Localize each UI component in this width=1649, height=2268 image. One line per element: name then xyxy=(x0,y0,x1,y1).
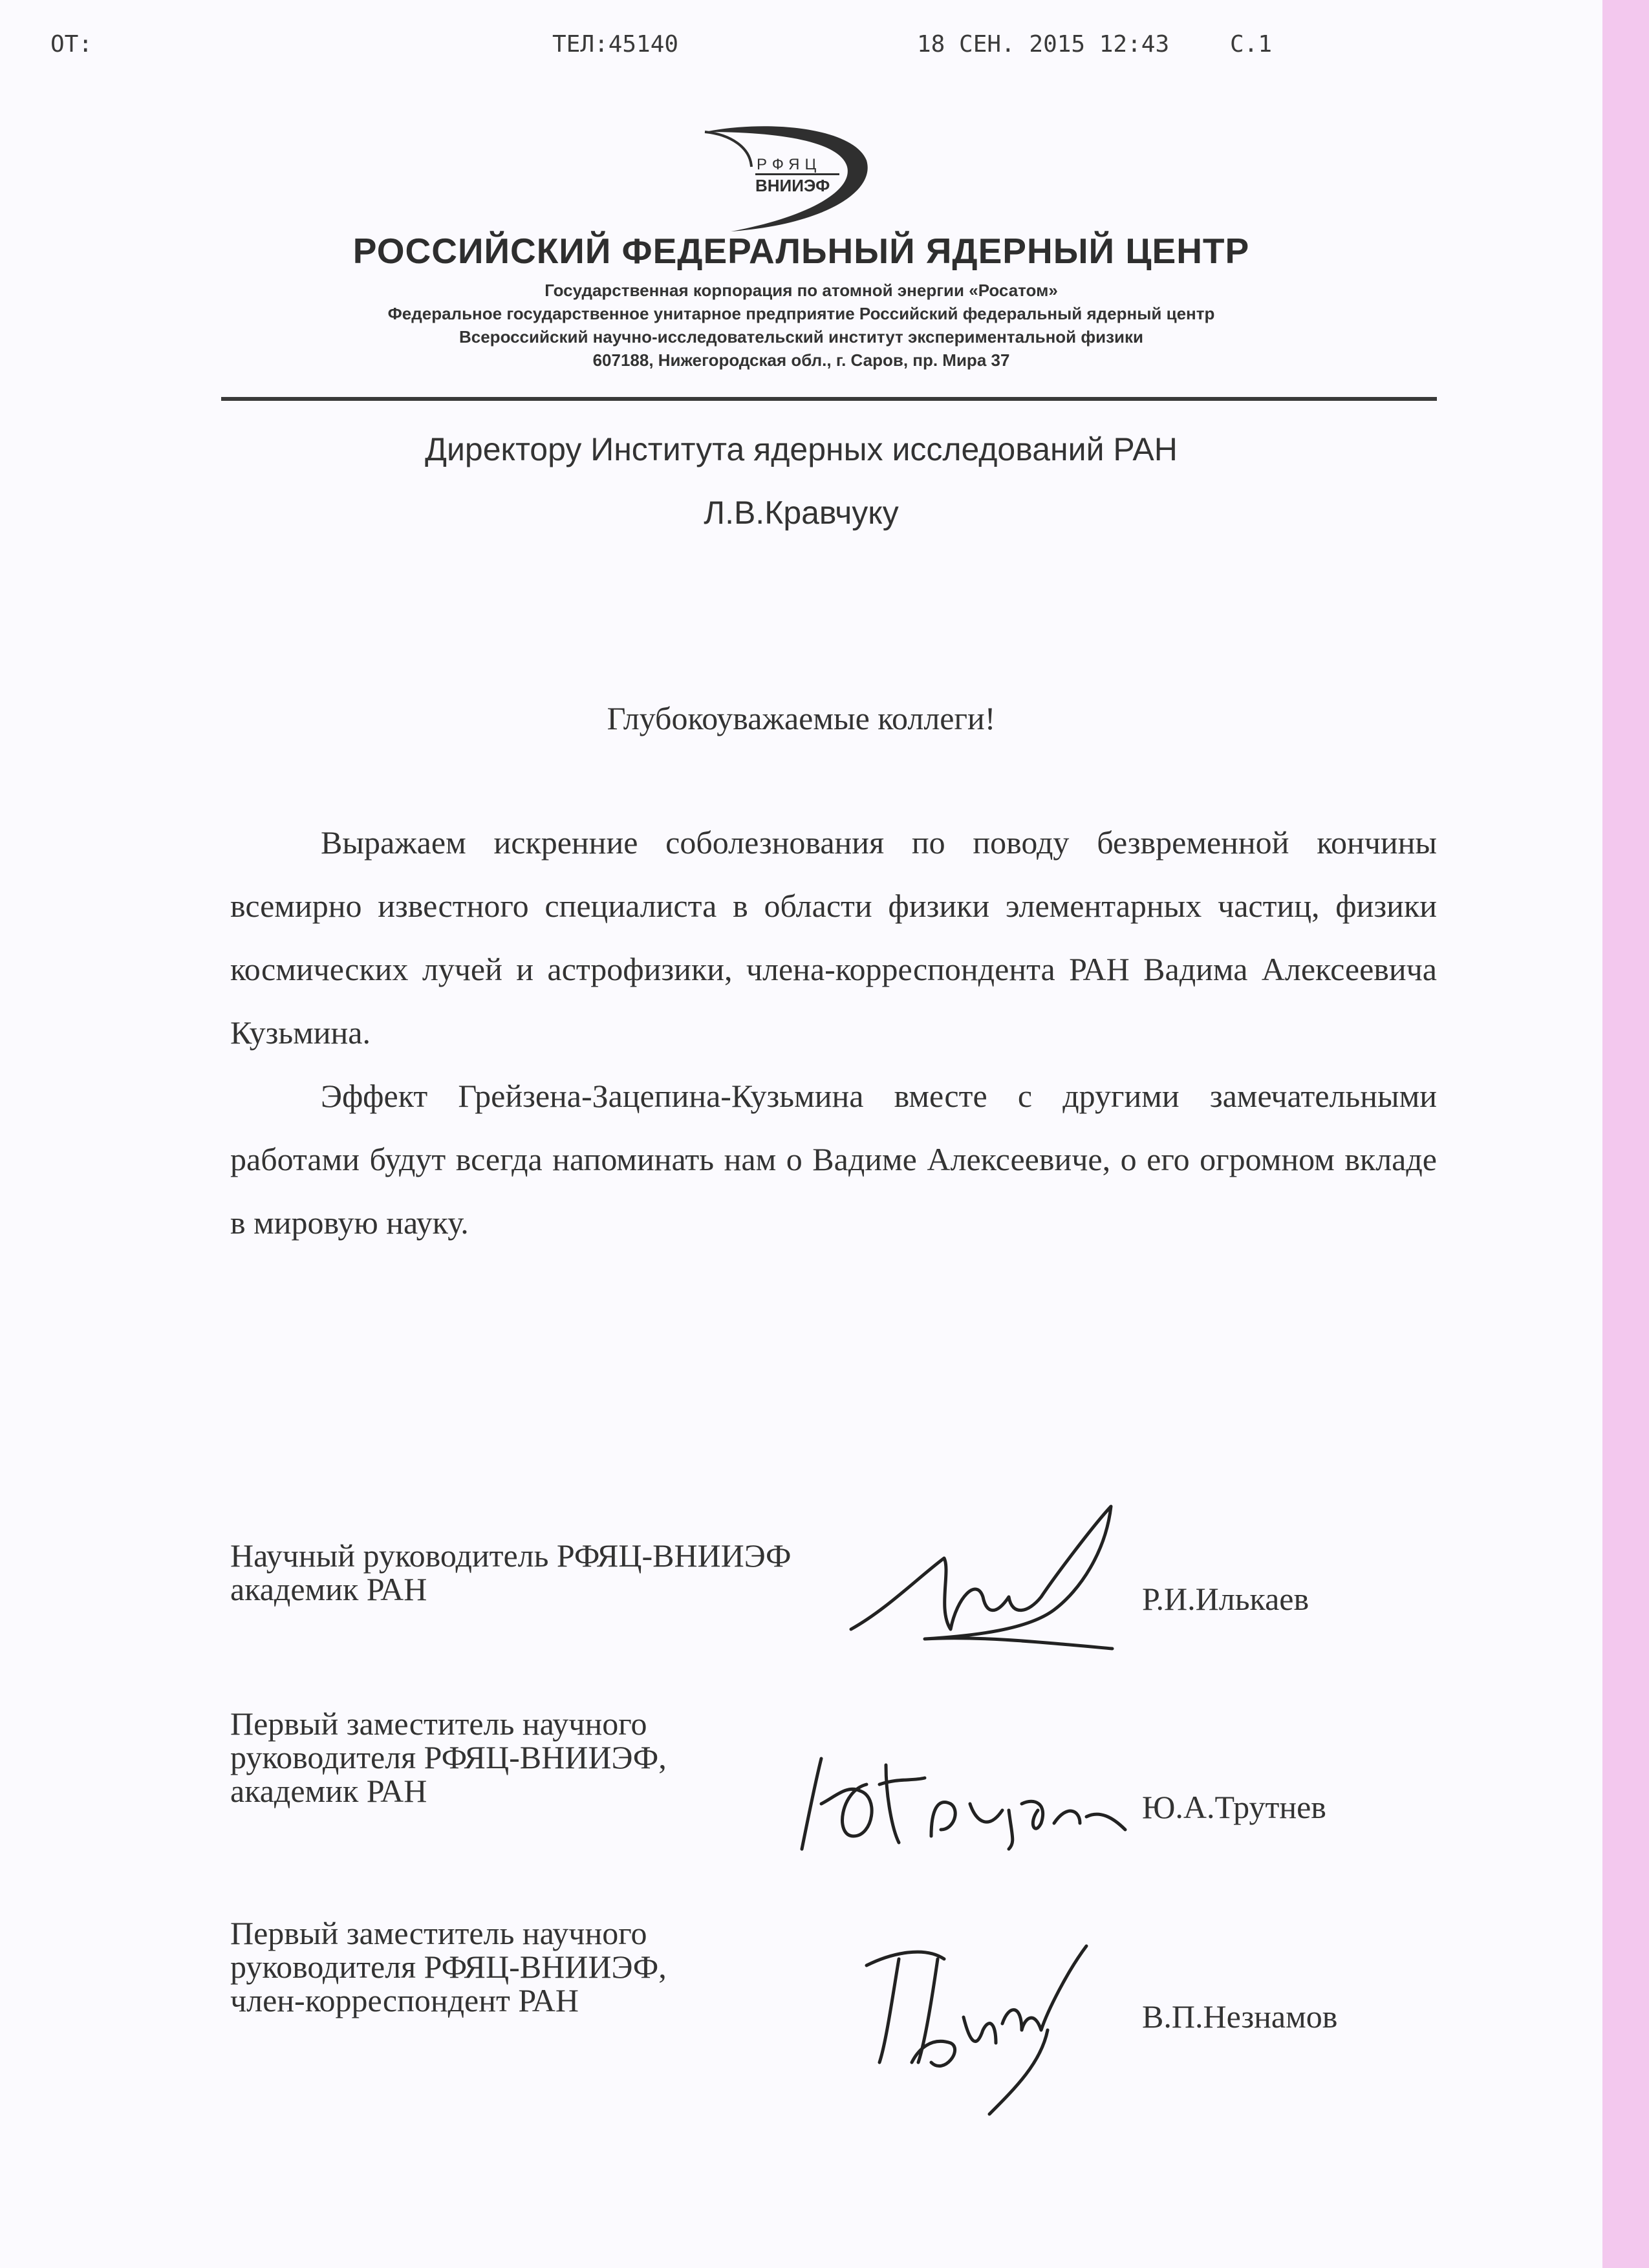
signatory-title xyxy=(230,1916,667,2017)
signatory-title xyxy=(230,1539,792,1606)
org-line-institute: Всероссийский научно-исследовательский институт экспериментальной физики xyxy=(458,327,1144,347)
organization-name: РОССИЙСКИЙ ФЕДЕРАЛЬНЫЙ ЯДЕРНЫЙ ЦЕНТР xyxy=(352,231,1250,271)
addressee-title: Директору Института ядерных исследований РАН xyxy=(425,431,1178,467)
salutation: Глубокоуважаемые коллеги! xyxy=(607,700,996,736)
body-paragraph: Выражаем искренние соболезнования по поводу безвременной кончины всемирно известного специалиста в области физики элементарных частиц, физики космических лучей и астрофизики, члена-корреспондента РАН Вадима Алексеевича Кузьмина. xyxy=(230,824,1437,1051)
org-line-corporation: Государственная корпорация по атомной энергии «Росатом» xyxy=(544,281,1058,300)
org-line-address: 607188, Нижегородская обл., г. Саров, пр. Мира 37 xyxy=(592,350,1010,370)
rfyac-vniief-logo xyxy=(692,122,879,231)
signatory-title-line: Первый заместитель научного xyxy=(230,1706,647,1742)
org-line-enterprise: Федеральное государственное унитарное предприятие Российский федеральный ядерный центр xyxy=(387,304,1215,323)
logo-text-top: РФЯЦ xyxy=(757,156,822,173)
signature-ilkaev xyxy=(847,1500,1119,1655)
signatory-name: В.П.Незнамов xyxy=(1142,1998,1338,2035)
fax-page-number: С.1 xyxy=(1230,31,1273,58)
signatory-title-line: академик РАН xyxy=(230,1773,427,1809)
body-paragraph: Эффект Грейзена-Зацепина-Кузьмина вместе с другими замечательными работами будут всегда напоминать нам о Вадиме Алексеевиче, о его огромном вкладе в мировую науку. xyxy=(230,1078,1437,1241)
signatory-name: Р.И.Илькаев xyxy=(1142,1581,1310,1617)
addressee-name: Л.В.Кравчуку xyxy=(704,495,899,531)
logo-text-bottom: ВНИИЭФ xyxy=(755,176,830,195)
signatory-title-line: член-корреспондент РАН xyxy=(230,1982,579,2018)
fax-from: ОТ: xyxy=(50,31,93,58)
signature-neznamov xyxy=(854,1933,1099,2121)
signatory-title-line: руководителя РФЯЦ-ВНИИЭФ, xyxy=(230,1739,667,1775)
signatory-name: Ю.А.Трутнев xyxy=(1142,1789,1326,1825)
signatory-title-line: руководителя РФЯЦ-ВНИИЭФ, xyxy=(230,1949,667,1985)
signatory-title-line: академик РАН xyxy=(230,1571,427,1607)
signature-trutnev xyxy=(782,1746,1132,1856)
fax-date: 18 СЕН. 2015 12:43 xyxy=(917,31,1170,58)
signatory-title xyxy=(230,1707,667,1808)
signatory-title-line: Первый заместитель научного xyxy=(230,1915,647,1951)
letterhead-divider xyxy=(221,397,1437,401)
letter-body xyxy=(230,811,1437,1254)
fax-tel: ТЕЛ:45140 xyxy=(552,31,679,58)
signatory-title-line: Научный руководитель РФЯЦ-ВНИИЭФ xyxy=(230,1537,792,1574)
